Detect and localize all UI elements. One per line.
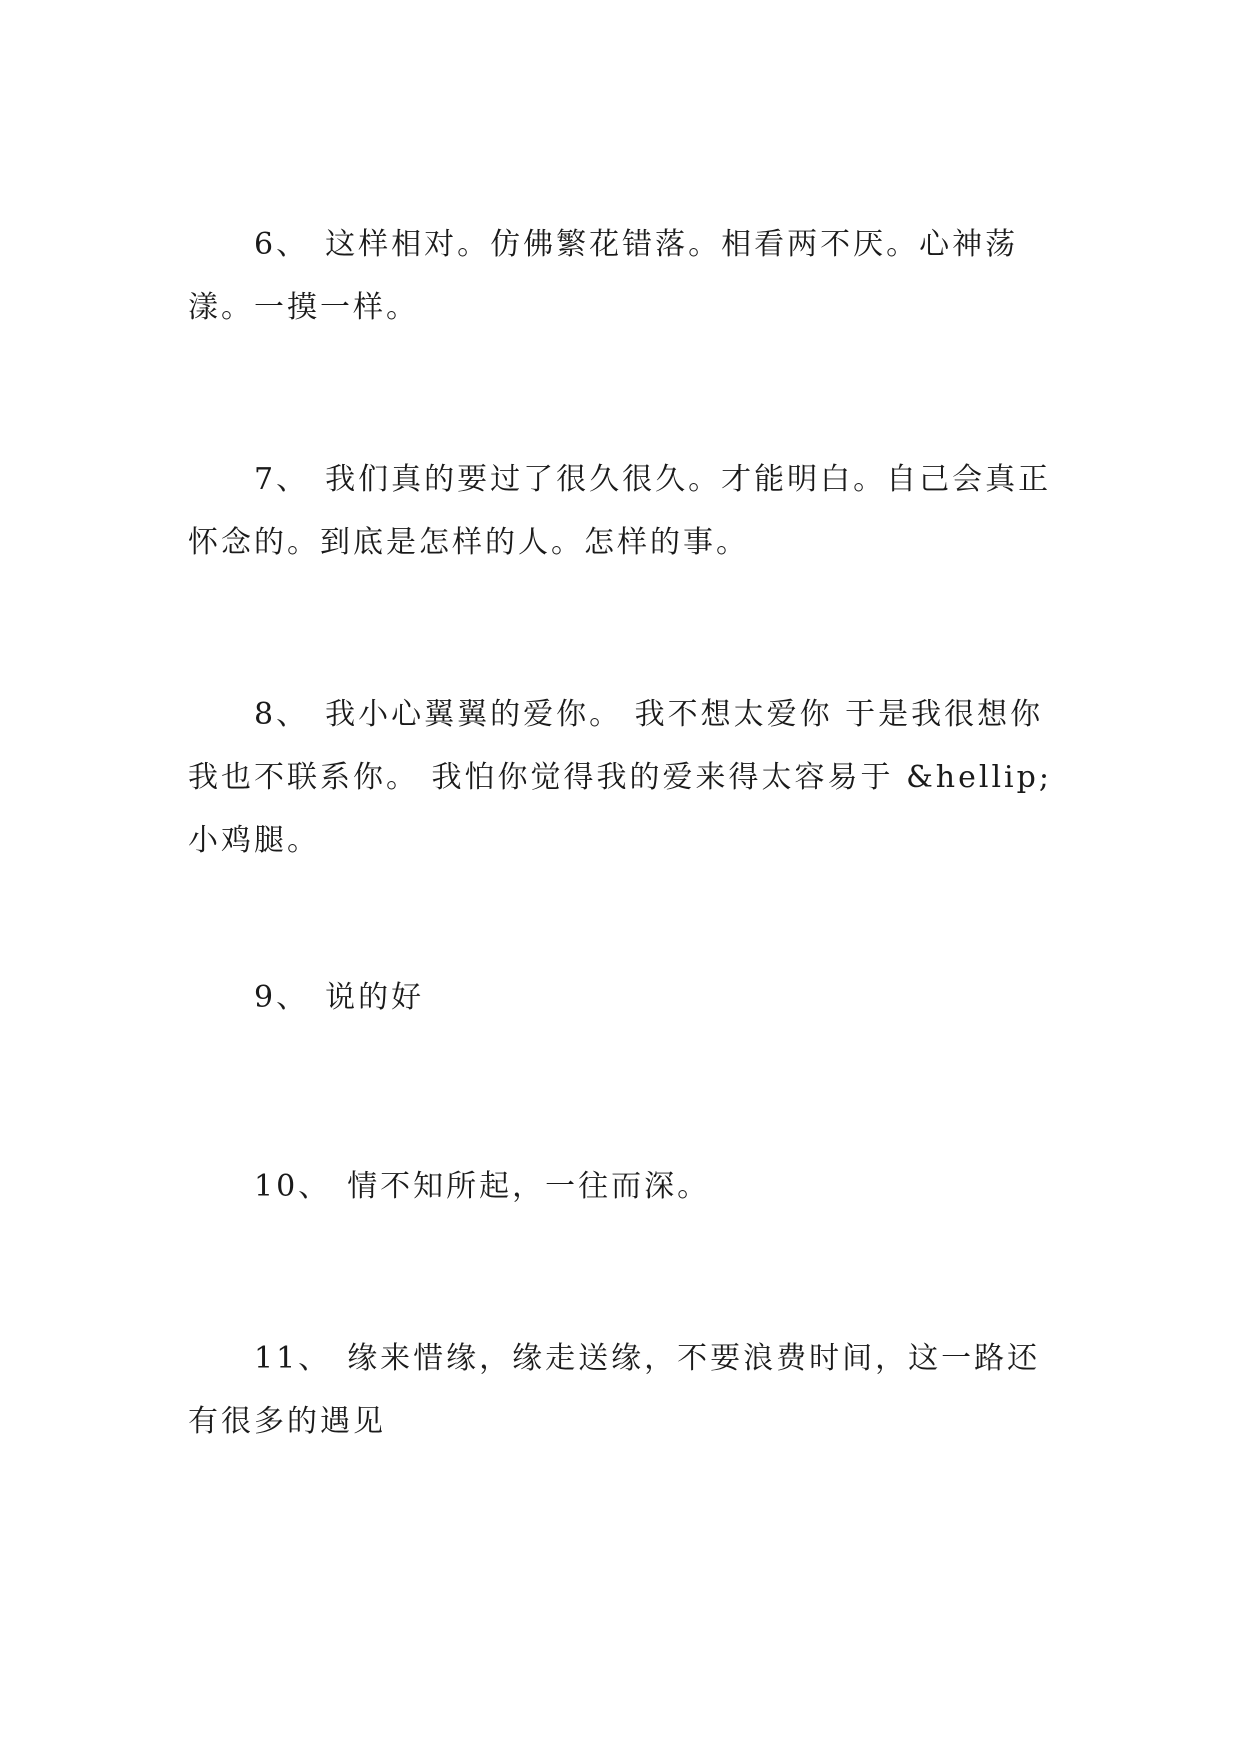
item-text: 说的好 bbox=[325, 980, 425, 1015]
quote-item-8 bbox=[188, 683, 1060, 872]
quote-item-7 bbox=[188, 448, 1060, 574]
quote-item-10 bbox=[188, 1155, 1060, 1218]
item-text: 我们真的要过了很久很久。才能明白。自己会真正怀念的。到底是怎样的人。怎样的事。 bbox=[188, 462, 1052, 560]
item-number: 9、 bbox=[254, 980, 310, 1015]
quote-item-9 bbox=[188, 966, 1060, 1029]
item-number: 10、 bbox=[254, 1169, 332, 1204]
quote-item-6 bbox=[188, 213, 1060, 339]
item-text: 情不知所起，一往而深。 bbox=[347, 1169, 711, 1204]
quote-item-11 bbox=[188, 1327, 1060, 1453]
item-number: 8、 bbox=[254, 697, 310, 732]
item-number: 11、 bbox=[254, 1341, 332, 1376]
item-text: 缘来惜缘，缘走送缘，不要浪费时间，这一路还有很多的遇见 bbox=[188, 1341, 1041, 1439]
item-number: 7、 bbox=[254, 462, 310, 497]
item-text: 我小心翼翼的爱你。 我不想太爱你 于是我很想你我也不联系你。 我怕你觉得我的爱来得太容易于 &hellip;小鸡腿。 bbox=[188, 697, 1052, 858]
item-number: 6、 bbox=[254, 227, 310, 262]
item-text: 这样相对。仿佛繁花错落。相看两不厌。心神荡漾。一摸一样。 bbox=[188, 227, 1019, 325]
